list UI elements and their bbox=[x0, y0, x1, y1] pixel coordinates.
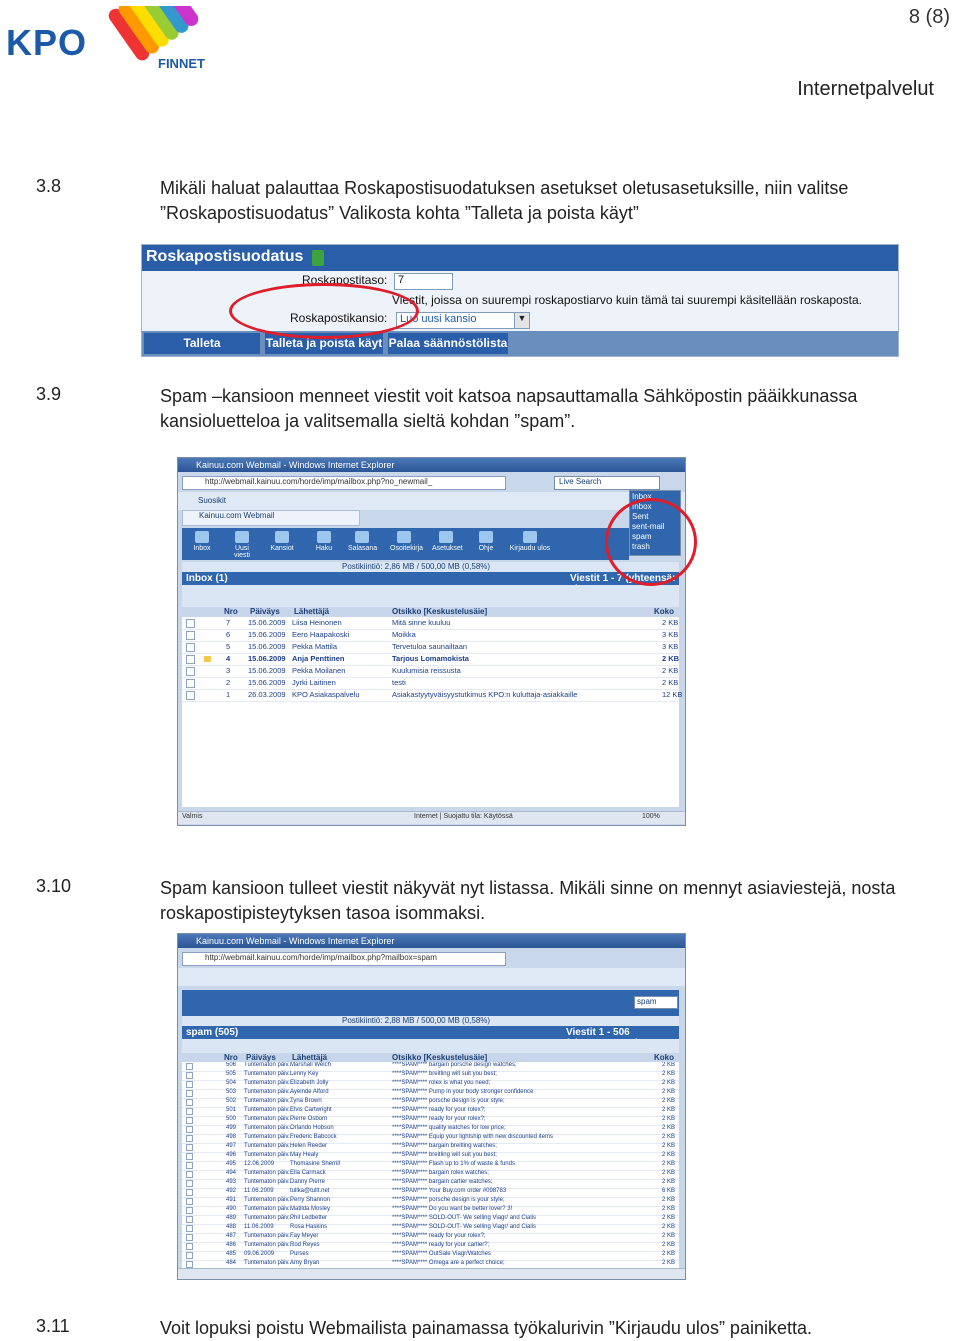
row-cell: 2 KB bbox=[662, 1260, 676, 1266]
row-cell: 492 bbox=[226, 1188, 237, 1194]
toolbar-folders[interactable]: Kansiot bbox=[268, 528, 296, 560]
row-cell: 2 KB bbox=[662, 1179, 676, 1185]
row-checkbox[interactable] bbox=[186, 1126, 193, 1133]
row-cell: ****SPAM**** bargain cartier watches; bbox=[392, 1179, 493, 1185]
folder-header-bar bbox=[182, 1026, 679, 1039]
row-cell: 2 KB bbox=[662, 1089, 676, 1095]
row-cell: Tuntematon päiv... bbox=[244, 1170, 294, 1176]
row-cell: 2 KB bbox=[662, 1062, 676, 1068]
row-cell: Tuntematon päiv... bbox=[244, 1116, 294, 1122]
row-cell: 491 bbox=[226, 1197, 237, 1203]
row-cell: 2 KB bbox=[662, 1197, 676, 1203]
logo-subtext: FINNET bbox=[158, 56, 205, 71]
row-cell: ****SPAM**** ready for your rolex?; bbox=[392, 1233, 486, 1239]
toolbar-inbox[interactable]: Inbox bbox=[188, 528, 216, 560]
quota-bar bbox=[182, 562, 679, 572]
return-to-rules-button[interactable]: Palaa säännöstölista bbox=[388, 333, 508, 354]
message-list bbox=[182, 1062, 679, 1268]
row-cell: 484 bbox=[226, 1260, 237, 1266]
toolbar-search[interactable]: Haku bbox=[310, 528, 338, 560]
message-table-header bbox=[182, 607, 679, 617]
message-range: Viestit 1 - 506 bbox=[566, 1027, 630, 1038]
row-cell: 496 bbox=[226, 1152, 237, 1158]
row-checkbox[interactable] bbox=[186, 1189, 193, 1196]
row-checkbox[interactable] bbox=[186, 1063, 193, 1070]
row-cell: ****SPAM**** breitling will suit you best; bbox=[392, 1152, 497, 1158]
row-cell: 501 bbox=[226, 1107, 237, 1113]
row-checkbox[interactable] bbox=[186, 1099, 193, 1106]
row-cell: Lenny Key bbox=[290, 1071, 319, 1077]
row-cell: Marshall Welch bbox=[290, 1062, 331, 1068]
status-bar bbox=[178, 1268, 685, 1280]
row-cell: ****SPAM**** Do you want be better lover? 3! bbox=[392, 1206, 513, 1212]
row-cell: Danny Pierre bbox=[290, 1179, 326, 1185]
folder-name: Inbox (1) bbox=[186, 573, 228, 584]
highlight-circle bbox=[605, 498, 697, 586]
row-cell: 498 bbox=[226, 1134, 237, 1140]
row-cell: 502 bbox=[226, 1098, 237, 1104]
row-cell: ****SPAM**** bargain breitling watches; bbox=[392, 1143, 497, 1149]
row-cell: May Healy bbox=[290, 1152, 319, 1158]
spam-filter-title: Roskapostisuodatus bbox=[146, 248, 304, 265]
spam-folder-label: Roskapostikansio: bbox=[290, 311, 388, 325]
row-cell: 12.06.2009 bbox=[244, 1161, 275, 1167]
row-cell: 485 bbox=[226, 1251, 237, 1257]
row-cell: 495 bbox=[226, 1161, 237, 1167]
section-title: Internetpalvelut bbox=[797, 78, 934, 100]
table-row[interactable]: 5 15.06.2009 Pekka Mattila Tervetuloa saunailtaan 3 KB bbox=[182, 641, 679, 654]
row-cell: ****SPAM**** SOLD-OUT- We selling Viagr/ and Cialis bbox=[392, 1215, 537, 1221]
row-cell: Rod Reyes bbox=[290, 1242, 320, 1248]
row-cell: 2 KB bbox=[662, 1134, 676, 1140]
row-cell: Tuntematon päiv... bbox=[244, 1260, 294, 1266]
row-cell: 2 KB bbox=[662, 1152, 676, 1158]
row-cell: 2 KB bbox=[662, 1215, 676, 1221]
row-checkbox[interactable] bbox=[186, 1225, 193, 1232]
spam-level-input[interactable]: 7 bbox=[394, 273, 453, 290]
search-box[interactable]: Live Search bbox=[554, 476, 660, 490]
row-cell: 2 KB bbox=[662, 1170, 676, 1176]
column-number[interactable]: Nro bbox=[224, 1053, 238, 1062]
row-cell: ****SPAM**** OutSale Viagr/Watches bbox=[392, 1251, 491, 1257]
row-cell: 487 bbox=[226, 1233, 237, 1239]
row-checkbox[interactable] bbox=[186, 1180, 193, 1187]
zoom-level[interactable]: 100% bbox=[642, 813, 660, 820]
row-cell: 505 bbox=[226, 1071, 237, 1077]
address-book-icon bbox=[397, 531, 411, 543]
quota-bar bbox=[182, 1016, 679, 1026]
table-row[interactable]: 1 26.03.2009 KPO Asiakaspalvelu Asiakastyytyväisyystutkimus KPO:n kuluttaja-asiakkaille 12 KB bbox=[182, 689, 679, 702]
row-cell: ****SPAM**** porsche design is your style; bbox=[392, 1197, 505, 1203]
row-cell: 2 KB bbox=[662, 1251, 676, 1257]
row-cell: 6 KB bbox=[662, 1188, 676, 1194]
step-number: 3.9 bbox=[36, 384, 62, 404]
info-icon bbox=[312, 250, 324, 266]
row-cell: 2 KB bbox=[662, 1071, 676, 1077]
key-icon bbox=[355, 531, 369, 543]
row-cell: Rosa Haskins bbox=[290, 1224, 328, 1230]
column-date[interactable]: Päiväys bbox=[246, 1053, 276, 1062]
row-cell: ****SPAM**** Your Buy.com order #098783 bbox=[392, 1188, 507, 1194]
table-row[interactable] bbox=[182, 1260, 679, 1268]
row-cell: 490 bbox=[226, 1206, 237, 1212]
folder-header-bar bbox=[182, 572, 679, 585]
row-cell: Matilda Mosley bbox=[290, 1206, 331, 1212]
row-cell: Tuntematon päiv... bbox=[244, 1233, 294, 1239]
row-checkbox[interactable] bbox=[186, 1072, 193, 1079]
row-cell: Ella Carmack bbox=[290, 1170, 326, 1176]
row-checkbox[interactable] bbox=[186, 1162, 193, 1169]
row-cell: Fay Meyer bbox=[290, 1233, 319, 1239]
logout-icon bbox=[523, 531, 537, 543]
window-title: Kainuu.com Webmail - Windows Internet Explorer bbox=[196, 936, 395, 946]
quota-text: Postikiintiö: 2,88 MB / 500,00 MB (0,58%) bbox=[342, 1016, 491, 1025]
gear-icon bbox=[439, 531, 453, 543]
row-cell: Purses bbox=[290, 1251, 309, 1257]
row-cell: ****SPAM**** Omega are a perfect choice; bbox=[392, 1260, 505, 1266]
row-cell: Perry Shannon bbox=[290, 1197, 331, 1203]
folder-option[interactable]: Inbox bbox=[632, 502, 652, 511]
webmail-toolbar bbox=[182, 990, 679, 1016]
row-cell: 504 bbox=[226, 1080, 237, 1086]
row-cell: 2 KB bbox=[662, 1143, 676, 1149]
row-cell: Tuntematon päiv... bbox=[244, 1143, 294, 1149]
search-icon bbox=[317, 531, 331, 543]
row-cell: 11.06.2009 bbox=[244, 1224, 274, 1230]
highlight-circle bbox=[229, 283, 419, 339]
column-size[interactable]: Koko bbox=[654, 607, 674, 616]
folder-option[interactable]: sent-mail bbox=[632, 522, 665, 531]
window-title: Kainuu.com Webmail - Windows Internet Explorer bbox=[196, 460, 395, 470]
row-cell: ****SPAM**** Pump in your body stronger confidence bbox=[392, 1089, 534, 1095]
row-cell: 2 KB bbox=[662, 1098, 676, 1104]
row-checkbox[interactable] bbox=[186, 1243, 193, 1250]
row-cell: tullka@tullt.net bbox=[290, 1188, 330, 1194]
chevron-down-icon[interactable]: ▼ bbox=[514, 312, 530, 329]
step-text: Spam –kansioon menneet viestit voit katsoa napsauttamalla Sähköpostin pääikkunassa kansioluetteloa ja valitsemalla sieltä kohdan ”spam”. bbox=[160, 386, 858, 431]
row-cell: Ayeinde Alford bbox=[290, 1089, 329, 1095]
empty-list-area bbox=[182, 705, 679, 807]
row-cell: ****SPAM**** Equip your lightship with new discounted items bbox=[392, 1134, 553, 1140]
status-text: Valmis bbox=[182, 813, 203, 820]
row-cell: Tuntematon päiv... bbox=[244, 1107, 294, 1113]
toolbar-logout[interactable]: Kirjaudu ulos bbox=[508, 528, 552, 560]
row-checkbox[interactable] bbox=[186, 1171, 193, 1178]
help-icon bbox=[479, 531, 493, 543]
row-cell: Tuntematon päiv... bbox=[244, 1089, 294, 1095]
row-checkbox[interactable] bbox=[186, 1108, 193, 1115]
row-cell: Tuntematon päiv... bbox=[244, 1206, 294, 1212]
row-cell: Elizabeth Jolly bbox=[290, 1080, 329, 1086]
webmail-spam-screenshot bbox=[177, 933, 686, 1280]
security-zone: Internet | Suojattu tila: Käytössä bbox=[414, 813, 513, 820]
message-actions-bar bbox=[182, 1039, 679, 1053]
row-cell: ****SPAM**** quality watches for low price; bbox=[392, 1125, 506, 1131]
row-cell: ****SPAM**** ready for your rolex?; bbox=[392, 1116, 486, 1122]
row-cell: ****SPAM**** Flash up to 1% of waste & funds bbox=[392, 1161, 515, 1167]
row-cell: ****SPAM**** ready for your cartier?; bbox=[392, 1242, 490, 1248]
row-checkbox[interactable] bbox=[186, 1117, 193, 1124]
row-cell: Tuntematon päiv... bbox=[244, 1215, 294, 1221]
message-list bbox=[182, 617, 683, 705]
toolbar-help[interactable]: Ohje bbox=[472, 528, 500, 560]
row-cell: Tuntematon päiv... bbox=[244, 1134, 294, 1140]
row-cell: Tuntematon päiv... bbox=[244, 1071, 294, 1077]
step-number: 3.11 bbox=[36, 1316, 70, 1336]
column-subject[interactable]: Otsikko [Keskustelusäie] bbox=[392, 607, 488, 616]
row-cell: 2 KB bbox=[662, 1242, 676, 1248]
favorites-bar bbox=[178, 492, 685, 510]
row-checkbox[interactable] bbox=[186, 1090, 193, 1097]
step-number: 3.8 bbox=[36, 176, 62, 196]
favorites-bar bbox=[178, 968, 685, 986]
row-cell: 488 bbox=[226, 1224, 237, 1230]
table-row[interactable]: 6 15.06.2009 Eero Haapakoski Moikka 3 KB bbox=[182, 629, 679, 642]
row-checkbox[interactable] bbox=[186, 1144, 193, 1151]
spam-filter-buttons bbox=[142, 331, 898, 356]
toolbar-new-message[interactable]: Uusi viesti bbox=[228, 528, 256, 560]
row-cell: 503 bbox=[226, 1089, 237, 1095]
row-cell: Elvis Cartwright bbox=[290, 1107, 332, 1113]
step-number: 3.10 bbox=[36, 876, 72, 896]
row-cell: Helen Reeder bbox=[290, 1143, 328, 1149]
column-date[interactable]: Päiväys bbox=[250, 607, 280, 616]
row-cell: Tuntematon päiv... bbox=[244, 1125, 294, 1131]
row-cell: Orlando Hobson bbox=[290, 1125, 334, 1131]
folder-option[interactable]: Sent bbox=[632, 512, 649, 521]
folder-name: spam (505) bbox=[186, 1027, 239, 1038]
row-cell: 486 bbox=[226, 1242, 237, 1248]
row-cell: Frederic Babcock bbox=[290, 1134, 337, 1140]
window-titlebar bbox=[178, 458, 685, 472]
row-cell: ****SPAM**** bargain rolex watches; bbox=[392, 1170, 489, 1176]
folder-option-spam[interactable]: spam bbox=[632, 532, 652, 541]
row-checkbox[interactable] bbox=[186, 1234, 193, 1241]
row-cell: Tuntematon päiv... bbox=[244, 1062, 294, 1068]
save-and-delete-button[interactable]: Talleta ja poista käyt bbox=[265, 333, 383, 354]
row-cell: 2 KB bbox=[662, 1125, 676, 1131]
spam-level-label: Roskapostitaso: bbox=[302, 273, 388, 287]
row-cell: 497 bbox=[226, 1143, 237, 1149]
column-sender[interactable]: Lähettäjä bbox=[294, 607, 330, 616]
inbox-icon bbox=[195, 531, 209, 543]
address-bar[interactable]: http://webmail.kainuu.com/horde/imp/mailbox.php?no_newmail_ bbox=[182, 476, 506, 490]
row-cell: Tuntematon päiv... bbox=[244, 1197, 294, 1203]
row-checkbox[interactable] bbox=[186, 1135, 193, 1142]
row-cell: ****SPAM**** rolex is what you need; bbox=[392, 1080, 491, 1086]
table-row[interactable]: 7 15.06.2009 Liisa Heinonen Mitä sinne kuuluu 2 KB bbox=[182, 617, 679, 630]
window-titlebar bbox=[178, 934, 685, 948]
column-sender[interactable]: Lähettäjä bbox=[292, 1053, 328, 1062]
webmail-toolbar bbox=[182, 528, 629, 560]
row-cell: 2 KB bbox=[662, 1107, 676, 1113]
row-cell: 500 bbox=[226, 1116, 237, 1122]
row-checkbox[interactable] bbox=[186, 1081, 193, 1088]
row-checkbox[interactable] bbox=[186, 1153, 193, 1160]
row-cell: Tyna Brown bbox=[290, 1098, 322, 1104]
toolbar-password[interactable]: Salasana bbox=[348, 528, 376, 560]
row-cell: 2 KB bbox=[662, 1206, 676, 1212]
step-text: Mikäli haluat palauttaa Roskapostisuodatuksen asetukset oletusasetuksille, niin valitse ”Roskapostisuodatus” Valikosta kohta ”Talleta ja poista käyt” bbox=[160, 178, 849, 223]
address-bar[interactable]: http://webmail.kainuu.com/horde/imp/mailbox.php?mailbox=spam bbox=[182, 952, 506, 966]
column-size[interactable]: Koko bbox=[654, 1053, 674, 1062]
row-cell: ****SPAM**** porsche design is your style; bbox=[392, 1098, 505, 1104]
row-cell: Pierre Osborn bbox=[290, 1116, 328, 1122]
row-cell: 2 KB bbox=[662, 1161, 676, 1167]
column-subject[interactable]: Otsikko [Keskustelusäie] bbox=[392, 1053, 488, 1062]
row-cell: ****SPAM**** SOLD-OUT- We selling Viagr/ and Cialis bbox=[392, 1224, 537, 1230]
row-cell: Tuntematon päiv... bbox=[244, 1152, 294, 1158]
row-cell: 2 KB bbox=[662, 1224, 676, 1230]
quota-text: Postikiintiö: 2,86 MB / 500,00 MB (0,58%) bbox=[342, 562, 491, 571]
logo-text: KPO bbox=[6, 22, 88, 63]
message-actions-bar bbox=[182, 585, 679, 607]
step-text: Spam kansioon tulleet viestit näkyvät nyt listassa. Mikäli sinne on mennyt asiaviestejä, nosta roskapostipisteytyksen tasoa isommaksi. bbox=[160, 878, 896, 923]
folder-select[interactable]: spam bbox=[634, 996, 678, 1009]
row-cell: 11.06.2009 bbox=[244, 1188, 274, 1194]
row-cell: Amy Bryan bbox=[290, 1260, 320, 1266]
spam-folder-select[interactable]: Luo uusi kansio bbox=[396, 312, 517, 329]
toolbar-address-book[interactable]: Osoitekirja bbox=[390, 528, 418, 560]
row-checkbox[interactable] bbox=[186, 1207, 193, 1214]
status-bar bbox=[178, 811, 685, 824]
spam-level-hint: Viestit, joissa on suurempi roskapostiarvo kuin tämä tai suurempi käsitellään roskaposta. bbox=[392, 293, 863, 307]
row-cell: 506 bbox=[226, 1062, 237, 1068]
folder-option[interactable]: trash bbox=[632, 542, 650, 551]
toolbar-settings[interactable]: Asetukset bbox=[432, 528, 460, 560]
row-cell: Tuntematon päiv... bbox=[244, 1098, 294, 1104]
step-text: Voit lopuksi poistu Webmailista painamassa työkalurivin ”Kirjaudu ulos” painiketta. bbox=[160, 1318, 812, 1338]
table-row[interactable]: 2 15.06.2009 Jyrki Laitinen testi 2 KB bbox=[182, 677, 679, 690]
column-number[interactable]: Nro bbox=[224, 607, 238, 616]
row-cell: Tuntematon päiv... bbox=[244, 1080, 294, 1086]
save-button[interactable]: Talleta bbox=[144, 333, 260, 354]
table-row[interactable]: 3 15.06.2009 Pekka Moilanen Kuulumisia reissusta 2 KB bbox=[182, 665, 679, 678]
row-checkbox[interactable] bbox=[186, 1198, 193, 1205]
row-cell: 494 bbox=[226, 1170, 237, 1176]
row-cell: ****SPAM**** breitling will suit you best; bbox=[392, 1071, 497, 1077]
row-cell: ****SPAM**** ready for your rolex?; bbox=[392, 1107, 486, 1113]
row-cell: 09.06.2009 bbox=[244, 1251, 275, 1257]
favorites-label[interactable]: Suosikit bbox=[198, 496, 227, 505]
spam-filter-header bbox=[142, 245, 898, 271]
row-checkbox[interactable] bbox=[186, 1261, 193, 1268]
row-cell: Tuntematon päiv... bbox=[244, 1242, 294, 1248]
row-cell: 493 bbox=[226, 1179, 237, 1185]
message-table-header bbox=[182, 1053, 679, 1062]
browser-tab[interactable]: Kainuu.com Webmail bbox=[182, 510, 360, 526]
row-cell: Tuntematon päiv... bbox=[244, 1179, 294, 1185]
table-row[interactable]: 4 15.06.2009 Anja Penttinen Tarjous Lomamokista 2 KB bbox=[182, 653, 679, 666]
row-cell: Phil Ledbetter bbox=[290, 1215, 328, 1221]
row-checkbox[interactable] bbox=[186, 1252, 193, 1259]
row-checkbox[interactable] bbox=[186, 1216, 193, 1223]
row-cell: ****SPAM**** bargain porsche design watches; bbox=[392, 1062, 517, 1068]
row-cell: 499 bbox=[226, 1125, 237, 1131]
row-cell: 2 KB bbox=[662, 1233, 676, 1239]
folder-icon bbox=[275, 531, 289, 543]
webmail-inbox-screenshot bbox=[177, 457, 686, 826]
compose-icon bbox=[235, 531, 249, 543]
folder-option[interactable]: Inbox bbox=[632, 492, 652, 501]
row-cell: 2 KB bbox=[662, 1080, 676, 1086]
page-number: 8 (8) bbox=[908, 6, 950, 28]
message-range: Viestit 1 - 7 (yhteensä: bbox=[570, 573, 676, 584]
row-cell: Thomasine Sherrill bbox=[290, 1161, 341, 1167]
row-cell: 489 bbox=[226, 1215, 237, 1221]
row-cell: 2 KB bbox=[662, 1116, 676, 1122]
